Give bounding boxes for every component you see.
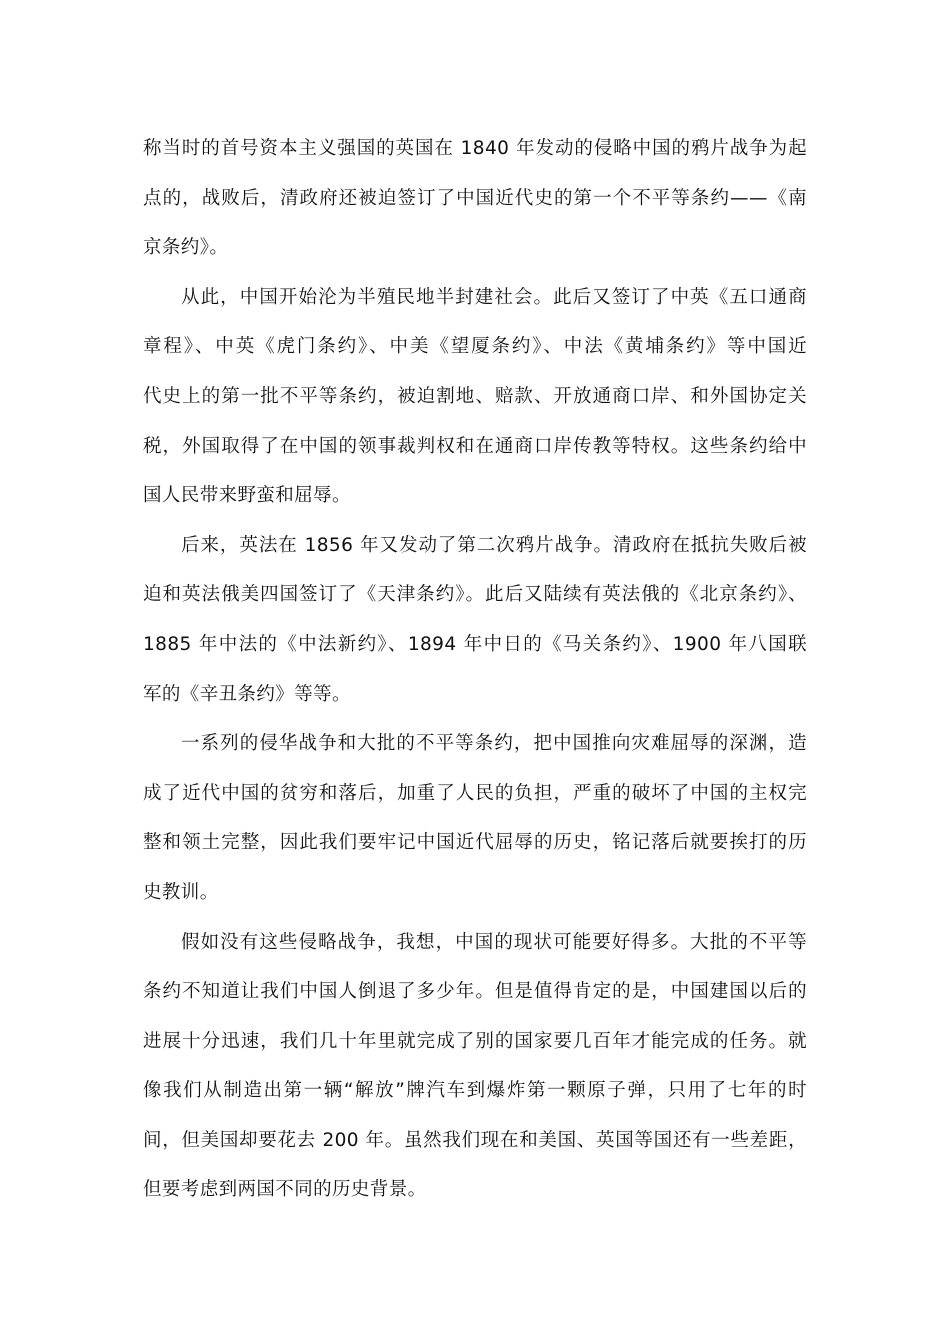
paragraph: [143, 918, 807, 1216]
text-line: 整和领土完整，因此我们要牢记中国近代屈辱的历史，铭记落后就要挨打的历: [143, 832, 807, 854]
text-line: 间，但美国却要花去 200 年。虽然我们现在和美国、英国等国还有一些差距，: [143, 1129, 807, 1151]
text-line: 条约不知道让我们中国人倒退了多少年。但是值得肯定的是，中国建国以后的: [143, 981, 807, 1003]
paragraph: [143, 521, 807, 719]
text-line: 章程》、中英《虎门条约》、中美《望厦条约》、中法《黄埔条约》等中国近: [143, 336, 807, 358]
text-line: 一系列的侵华战争和大批的不平等条约，把中国推向灾难屈辱的深渊，造: [181, 733, 807, 755]
text-line: 假如没有这些侵略战争，我想，中国的现状可能要好得多。大批的不平等: [181, 931, 807, 953]
text-line: 税，外国取得了在中国的领事裁判权和在通商口岸传教等特权。这些条约给中: [143, 435, 807, 457]
text-line: 进展十分迅速，我们几十年里就完成了别的国家要几百年才能完成的任务。就: [143, 1030, 807, 1052]
text-line: 军的《辛丑条约》等等。: [143, 683, 351, 705]
text-line: 点的，战败后，清政府还被迫签订了中国近代史的第一个不平等条约——《南: [143, 187, 807, 209]
text-line: 从此，中国开始沦为半殖民地半封建社会。此后又签订了中英《五口通商: [181, 286, 807, 308]
text-line: 代史上的第一批不平等条约，被迫割地、赔款、开放通商口岸、和外国协定关: [143, 385, 807, 407]
text-line: 迫和英法俄美四国签订了《天津条约》。此后又陆续有英法俄的《北京条约》、: [143, 584, 807, 606]
text-line: 京条约》。: [143, 237, 229, 259]
text-line: 后来，英法在 1856 年又发动了第二次鸦片战争。清政府在抵抗失败后被: [181, 534, 807, 556]
text-line: 史教训。: [143, 881, 219, 903]
text-line: 但要考虑到两国不同的历史背景。: [143, 1179, 427, 1201]
text-line: 称当时的首号资本主义强国的英国在 1840 年发动的侵略中国的鸦片战争为起: [143, 138, 807, 159]
text-line: 国人民带来野蛮和屈辱。: [143, 485, 351, 507]
text-line: 1885 年中法的《中法新约》、1894 年中日的《马关条约》、1900 年八国联: [143, 633, 807, 655]
paragraph: [143, 719, 807, 917]
text-line: 成了近代中国的贫穷和落后，加重了人民的负担，严重的破坏了中国的主权完: [143, 782, 807, 804]
paragraph: [143, 124, 807, 273]
text-line: 像我们从制造出第一辆“解放”牌汽车到爆炸第一颗原子弹，只用了七年的时: [143, 1080, 807, 1102]
paragraph: [143, 273, 807, 521]
document-body: [143, 124, 807, 1215]
